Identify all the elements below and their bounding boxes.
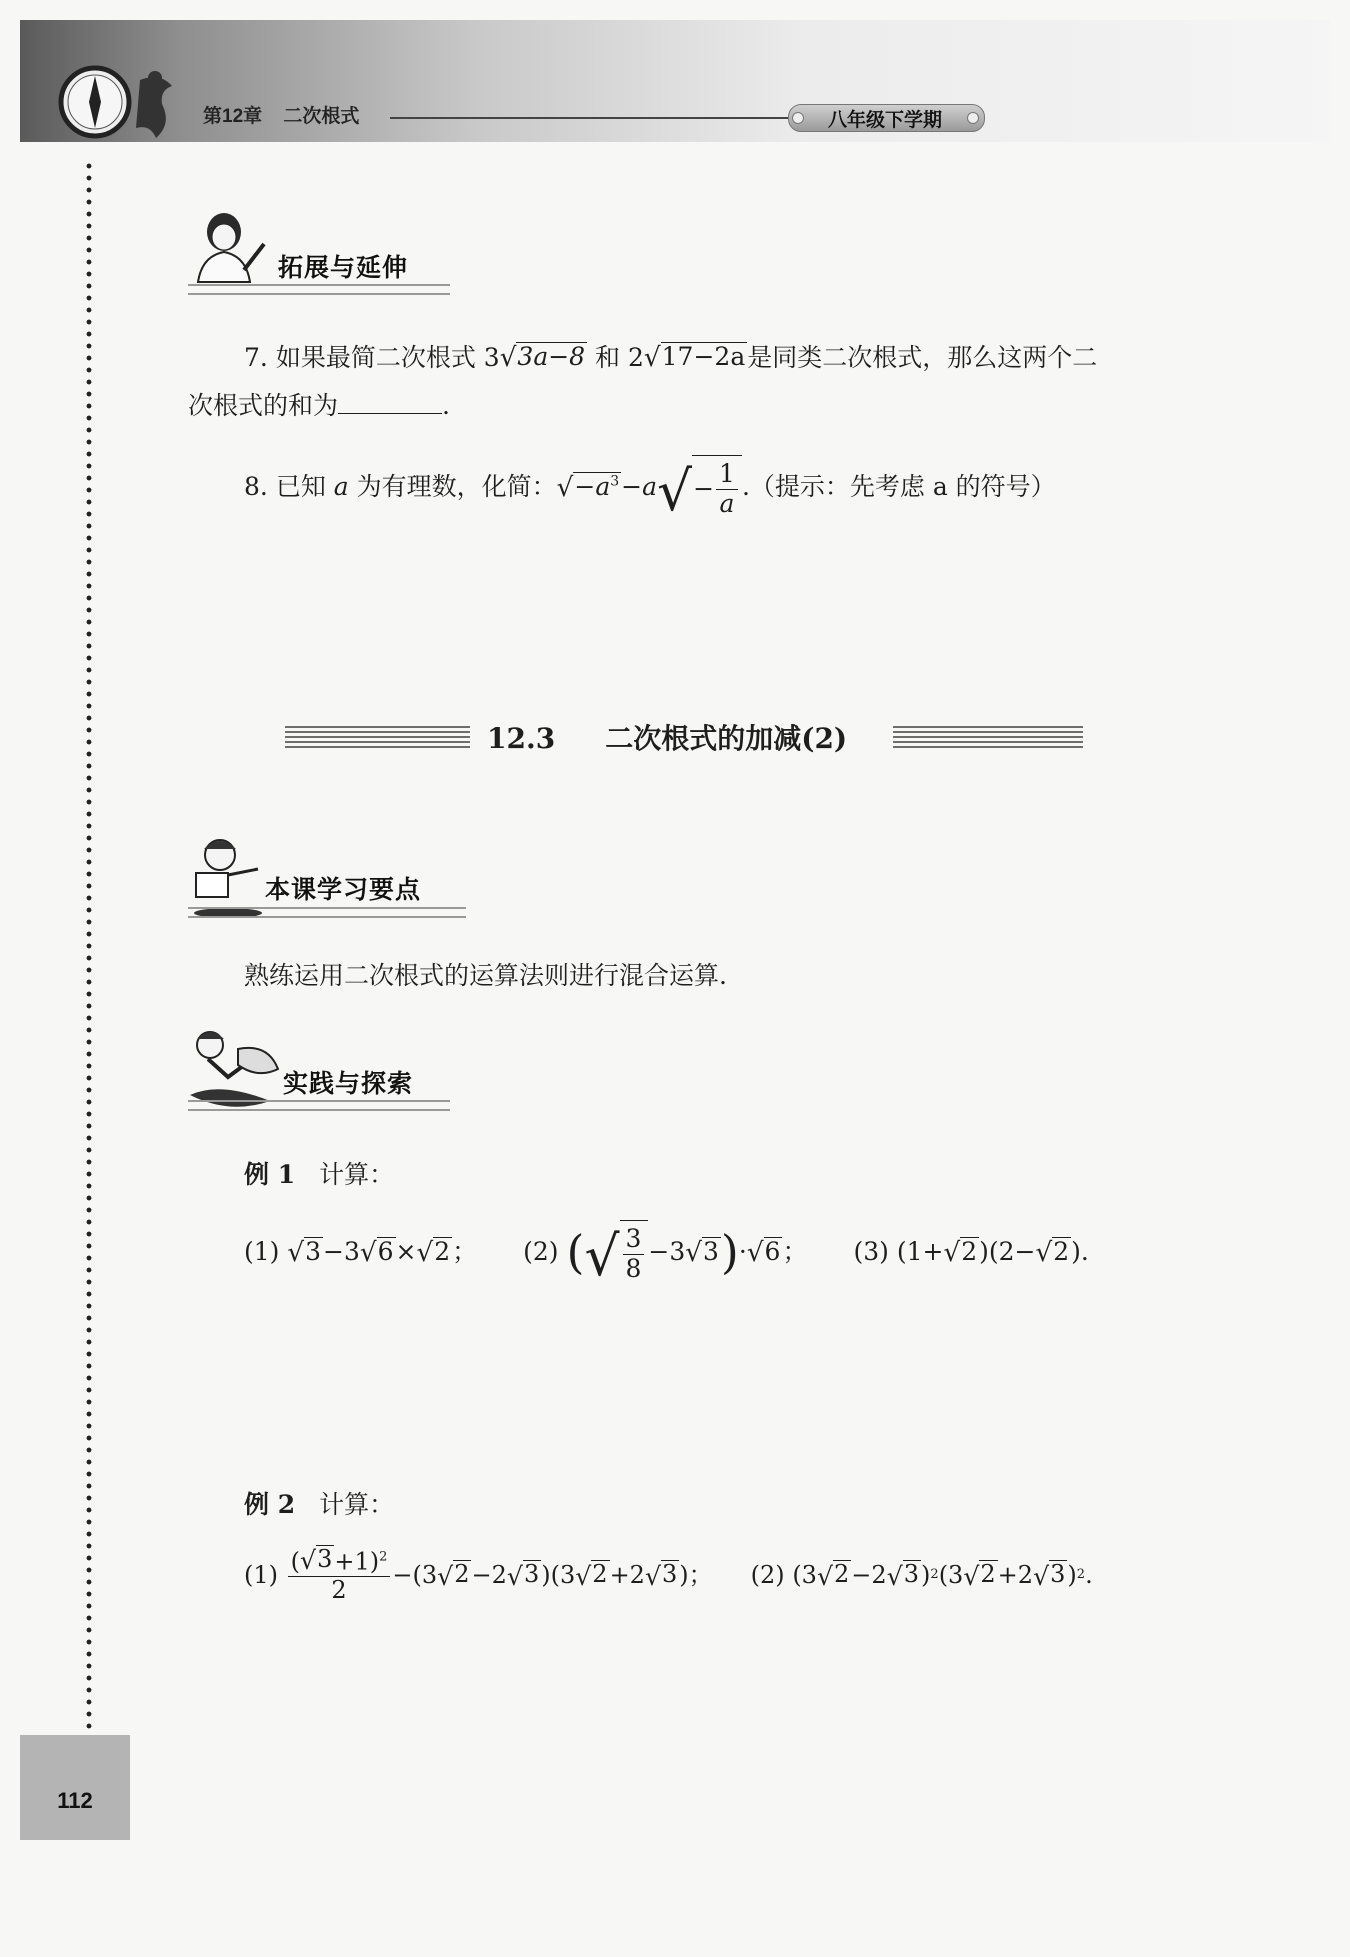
example-1-heading: 例 1 计算： [244,1160,395,1189]
compass-clock-logo [55,62,195,142]
section-title-key-points: 本课学习要点 [265,875,422,904]
radical: √ 2 [943,1236,978,1269]
pill-dot-right [967,112,979,124]
fraction: $\frac{3}{8}$ [623,1225,645,1284]
radical: √ 3 [886,1560,920,1591]
problem-7-line2: 次根式的和为 . [188,391,450,420]
radical: √ 2 [816,1560,850,1591]
chapter-name: 二次根式 [283,106,360,127]
radical: √ 3a−8 [499,341,586,373]
example-1-problems: (1) √ 3 −3 √ 6 × √ 2 ； (2) ( √ $\frac{3}{8}$ −3 √ 3 ) · √ 6 ； (3) (1+ √ 2 )(2− √ 2 ). [244,1220,1089,1284]
heading-rule-left [285,726,470,748]
chapter-header [203,101,359,128]
example-2-heading: 例 2 计算： [244,1490,395,1519]
radical: √ 3 [300,1545,333,1576]
problem-7-line1: 7. 如果最简二次根式 3 √ 3a−8 和 2 √ 17−2a 是同类二次根式，那么这两个二 [244,341,1098,373]
fraction: $\frac{1}{a}$ [716,460,738,519]
key-points-text: 熟练运用二次根式的运算法则进行混合运算. [244,961,727,990]
section-underline [188,907,466,918]
radical: √ 2 [575,1560,608,1591]
radical: √ 3 [644,1560,678,1591]
heading-rule-right [893,726,1083,748]
section-heading: 12.3 二次根式的加减(2) [487,722,848,755]
teacher-icon [188,210,268,285]
radical: √ 2 [963,1560,996,1591]
page-number: 112 [57,1788,93,1813]
section-underline [188,1100,450,1111]
radical: √ $-a^3$ [556,471,620,504]
margin-dotted-rule [86,160,92,1730]
radical: √ 6 [359,1236,394,1269]
section-title-extension: 拓展与延伸 [278,253,409,282]
section-title-practice: 实践与探索 [283,1069,414,1098]
fraction: ( √ 3 +1)$^2$ 2 [288,1545,391,1605]
example-2-problems: (1) ( √ 3 +1)$^2$ 2 −(3 √ 2 −2 √ 3 )(3 √ 2 +2 √ 3 )； (2) (3 √ 2 −2 √ 3 ) 2 (3 √ 2 +2 √ 3 ) 2 . [244,1545,1093,1604]
section-underline [188,284,450,295]
radical: √ 3 [506,1560,540,1591]
radical: √ 3 [287,1236,322,1269]
radical-fraction: √ − $\frac{1}{a}$ [657,455,742,519]
pill-dot-left [792,112,804,124]
answer-blank[interactable] [338,391,442,414]
radical: √ 6 [746,1236,781,1269]
radical: √ 2 [437,1560,470,1591]
radical-fraction: √ $\frac{3}{8}$ [584,1220,648,1284]
radical: √ 2 [1035,1236,1070,1269]
grade-label: 八年级下学期 [827,110,942,131]
radical: √ 2 [416,1236,451,1269]
radical: √ 3 [685,1236,719,1269]
header-rule [390,117,800,119]
radical: √ 3 [1033,1560,1066,1591]
radical: √ 17−2a [643,341,746,373]
chapter-number: 第12章 [203,106,263,127]
problem-8: 8. 已知 a 为有理数，化简： √ $-a^3$ −a √ − $\frac{1}{a}$ .（提示：先考虑 a 的符号） [244,455,1056,519]
